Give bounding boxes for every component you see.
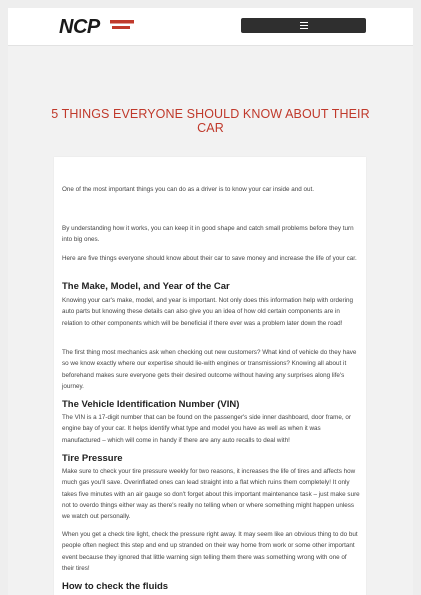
section-heading: The Make, Model, and Year of the Car xyxy=(62,281,230,292)
paragraph: When you get a check tire light, check the pressure right away. It may seem like an obvious thing to do but people often neglect this step and end up stranded on their way home from work or some other important event because they ignored that little warning sign telling them there was something wrong with one of their tires! xyxy=(62,531,358,572)
paragraph: Knowing your car's make, model, and year is important. Not only does this information help with ordering auto parts but knowing these details can also give you an idea of how old certain components are in relation to other components which will be beneficial if there ever was a problem later down the road! xyxy=(62,297,354,327)
section-heading: Tire Pressure xyxy=(62,453,123,464)
section-heading: How to check the fluids xyxy=(62,581,169,592)
article-card xyxy=(54,157,366,595)
hamburger-icon xyxy=(300,22,308,29)
section-heading: The Vehicle Identification Number (VIN) xyxy=(62,399,240,410)
menu-toggle-button[interactable] xyxy=(241,18,366,33)
article-title: 5 THINGS EVERYONE SHOULD KNOW ABOUT THEIR CAR xyxy=(51,107,370,136)
ncp-logo[interactable] xyxy=(58,16,134,36)
paragraph: The VIN is a 17-digit number that can be found on the passenger's side inner dashboard, door frame, or engine bay of your car. It helps identify what type and model you have as well as when it was manufactured – which will come in handy if there are any auto recalls to deal with! xyxy=(62,414,351,444)
paragraph: By understanding how it works, you can keep it in good shape and catch small problems before they turn into big ones. xyxy=(62,225,354,244)
page xyxy=(8,8,413,595)
site-header xyxy=(8,8,413,46)
svg-text:NCP: NCP xyxy=(59,16,100,36)
intro-paragraph: One of the most important things you can do as a driver is to know your car inside and out. xyxy=(62,186,315,193)
paragraph: The first thing most mechanics ask when checking out new customers? What kind of vehicle do they have so we know exactly where our expertise should lie-with engines or transmissions? Knowing all about it beforehand makes sure everyone gets their desired outcome without having any surprises along life's journey. xyxy=(62,349,357,390)
paragraph: Here are five things everyone should know about their car to save money and increase the life of your car. xyxy=(62,255,357,262)
paragraph: Make sure to check your tire pressure weekly for two reasons, it increases the life of tires and affects how much gas you'll save. Overinflated ones can lead straight into a flat which ruins them completely! It only takes five minutes with an air gauge so don't forget about this important maintenance task – just make sure not to overdo things either way as there's really no telling when or where something might happen unless we watch out personally. xyxy=(62,468,360,521)
